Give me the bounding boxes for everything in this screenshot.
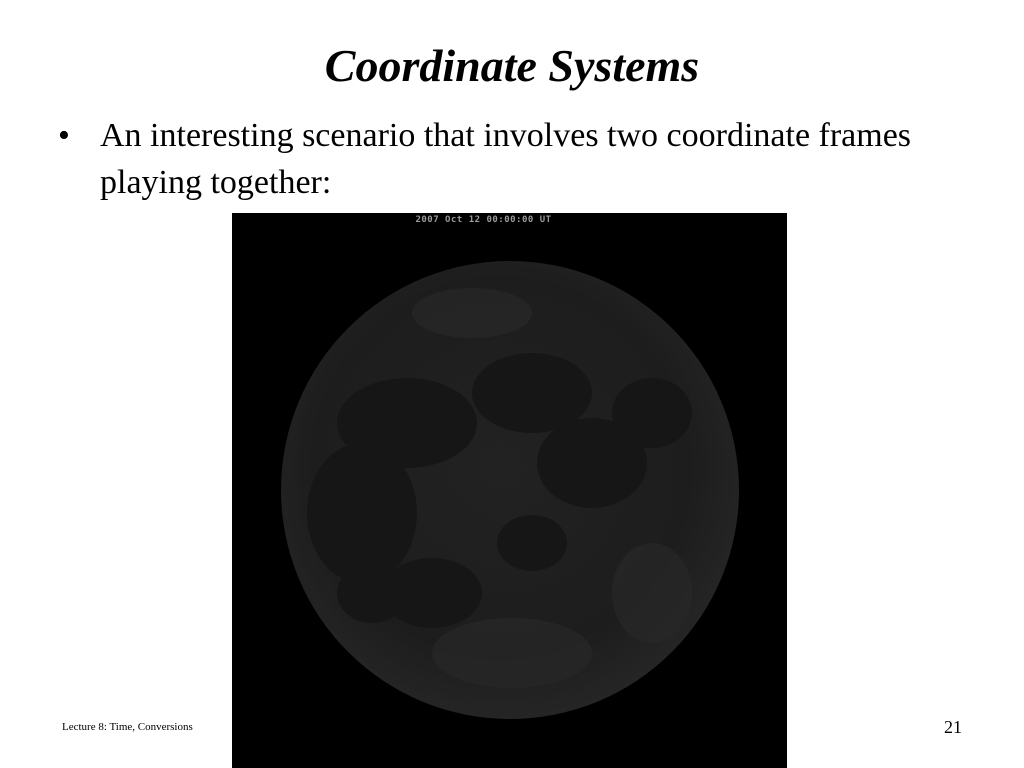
slide-title: Coordinate Systems — [324, 40, 700, 91]
page-number: 21 — [944, 717, 962, 737]
moon-illustration — [232, 213, 787, 768]
bullet-text: An interesting scenario that involves two coordinate frames playing together: — [100, 117, 912, 201]
footer-lecture-title: Lecture 8: Time, Conversions — [62, 721, 193, 733]
bullet-item — [58, 112, 958, 206]
bullet-icon: • — [58, 117, 70, 154]
image-timestamp: 2007 Oct 12 00:00:00 UT — [415, 215, 552, 225]
moon-image — [232, 213, 787, 768]
footer-left-container — [62, 718, 232, 738]
